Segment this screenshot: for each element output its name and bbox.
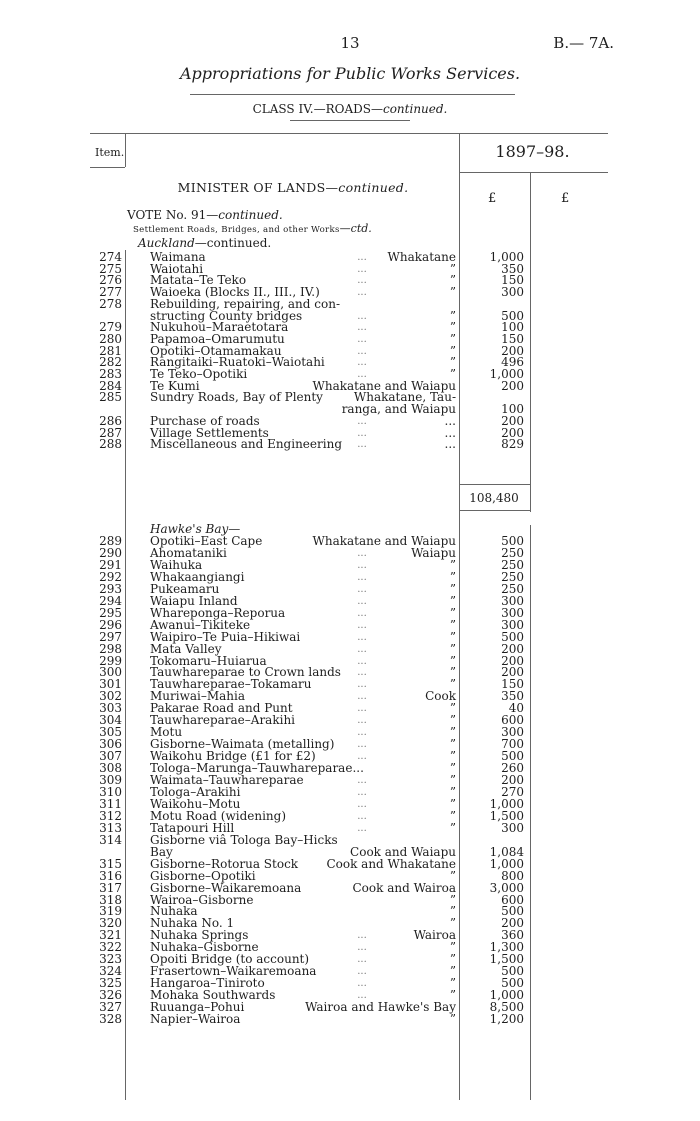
item-amount: 600 <box>501 713 524 728</box>
item-district: ranga, and Waiapu <box>341 402 456 417</box>
item-district: ” <box>449 581 456 596</box>
auckland-heading <box>138 236 271 250</box>
item-name: Waioeka (Blocks II., III., IV.) <box>150 285 320 300</box>
item-number: 295 <box>99 605 122 620</box>
item-name: Pukeamaru <box>150 581 220 596</box>
item-number: 279 <box>99 320 122 335</box>
item-district: ... <box>444 437 456 452</box>
item-number: 284 <box>99 378 122 393</box>
item-district: ” <box>449 308 456 323</box>
item-name: Nuhaka No. 1 <box>150 916 235 931</box>
item-number: 315 <box>99 856 122 871</box>
item-district: ” <box>449 988 456 1003</box>
item-amount: 500 <box>501 308 524 323</box>
item-name: Napier–Wairoa <box>150 1012 241 1026</box>
item-name: Bay <box>150 844 173 859</box>
item-number: 300 <box>99 665 122 680</box>
item-amount: 1,500 <box>489 808 524 823</box>
item-col-rule-top <box>125 133 126 167</box>
item-amount: 200 <box>501 773 524 787</box>
item-name: Matata–Te Teko <box>150 273 247 288</box>
leader-dots: ... <box>357 978 367 990</box>
item-number: 312 <box>99 808 122 823</box>
item-amount: 200 <box>501 916 524 931</box>
item-name: Papamoa–Omarumutu <box>150 331 285 346</box>
leader-dots: ... <box>357 930 367 942</box>
item-name: Waimata–Tauwhareparae <box>150 773 304 787</box>
item-district: Whakatane, Tau- <box>353 390 456 405</box>
leader-dots: ... <box>357 786 367 798</box>
item-name: Waihuka <box>150 557 203 572</box>
item-number: 310 <box>99 784 122 799</box>
item-amount: 150 <box>501 273 524 288</box>
item-district: ” <box>449 617 456 632</box>
year-header-rule <box>459 172 608 173</box>
item-name: Muriwai–Mahia <box>150 689 246 704</box>
item-name: Gisborne viâ Tologa Bay–Hicks <box>150 832 338 847</box>
leader-dots: ... <box>357 655 367 667</box>
item-name: structing County bridges <box>150 308 303 323</box>
item-district: ” <box>449 1012 456 1026</box>
item-name: Rangitaiki–Ruatoki–Waiotahi <box>150 355 325 370</box>
item-number: 319 <box>99 904 122 919</box>
item-number: 291 <box>99 557 122 572</box>
leader-dots: ... <box>357 559 367 571</box>
class-rule <box>290 120 410 121</box>
item-district: ” <box>449 749 456 764</box>
item-name: Ruuanga–Pohui <box>150 1000 245 1015</box>
settlement-heading <box>133 222 372 235</box>
item-number: 298 <box>99 641 122 656</box>
page-reference: B.— 7A. <box>553 34 614 52</box>
auckland-subtotal: 108,480 <box>469 491 519 505</box>
item-header-rule <box>90 167 125 168</box>
item-amount: 8,500 <box>489 1000 524 1015</box>
leader-dots: ... <box>357 415 367 427</box>
item-amount: 1,000 <box>489 250 524 264</box>
leader-dots: ... <box>357 954 367 966</box>
item-amount: 1,000 <box>489 988 524 1003</box>
item-district: Wairoa <box>413 928 456 943</box>
item-amount: 496 <box>501 355 524 370</box>
item-amount: 500 <box>501 904 524 919</box>
item-amount: 260 <box>501 761 524 776</box>
item-name: Opotiki–Otamamakau <box>150 343 282 358</box>
item-amount: 100 <box>501 402 524 417</box>
vote-heading <box>127 208 283 222</box>
item-amount: 500 <box>501 629 524 644</box>
item-name: Te Teko–Opotiki <box>150 367 248 381</box>
item-district: ” <box>449 331 456 346</box>
leader-dots: ... <box>357 322 367 334</box>
pound-sign-1: £ <box>488 191 497 206</box>
item-number: 299 <box>99 653 122 668</box>
item-number: 305 <box>99 725 122 740</box>
item-amount: 500 <box>501 534 524 548</box>
item-number: 275 <box>99 261 122 276</box>
item-amount: 100 <box>501 320 524 335</box>
item-number: 314 <box>99 832 122 847</box>
leader-dots: ... <box>357 667 367 679</box>
item-district: ” <box>449 713 456 728</box>
item-name: Tokomaru–Huiarua <box>150 653 267 668</box>
item-name: Mata Valley <box>150 641 222 656</box>
item-district: ” <box>449 285 456 300</box>
item-name: Nuhaka–Gisborne <box>150 940 259 955</box>
leader-dots: ... <box>357 263 367 275</box>
item-amount: 200 <box>501 343 524 358</box>
leader-dots: ... <box>357 333 367 345</box>
item-number: 288 <box>99 437 122 452</box>
table-top-rule <box>90 133 608 134</box>
item-number: 303 <box>99 701 122 716</box>
item-district: ” <box>449 273 456 288</box>
minister-text: MINISTER OF LANDS— <box>177 180 339 195</box>
item-name: Tologa–Marunga–Tauwhareparae... <box>150 761 364 776</box>
item-name: Frasertown–Waikaremoana <box>150 964 317 979</box>
item-number: 277 <box>99 285 122 300</box>
item-number: 285 <box>99 390 122 405</box>
item-name: Miscellaneous and Engineering <box>150 437 342 452</box>
item-amount: 700 <box>501 737 524 752</box>
item-amount: 350 <box>501 689 524 704</box>
item-district: ” <box>449 593 456 608</box>
item-amount: 500 <box>501 749 524 764</box>
item-name: Tauwhareparae–Arakihi <box>150 713 296 728</box>
item-name: Awanui–Tikiteke <box>150 617 251 632</box>
item-district: Cook <box>425 689 456 704</box>
item-number: 322 <box>99 940 122 955</box>
item-name: Whareponga–Reporua <box>150 605 286 620</box>
item-amount: 1,200 <box>489 1012 524 1026</box>
item-district: ” <box>449 261 456 276</box>
item-number: 282 <box>99 355 122 370</box>
item-number: 306 <box>99 737 122 752</box>
item-amount: 600 <box>501 892 524 907</box>
item-district: ” <box>449 569 456 584</box>
leader-dots: ... <box>357 369 367 380</box>
item-name: Nukuhou–Maraetotara <box>150 320 289 335</box>
item-name: Gisborne–Opotiki <box>150 868 256 883</box>
item-name: Opoiti Bridge (to account) <box>150 952 310 967</box>
item-name: Tologa–Arakihi <box>150 784 241 799</box>
leader-dots: ... <box>357 607 367 619</box>
item-district: Waiapu <box>411 545 456 560</box>
item-amount: 200 <box>501 653 524 668</box>
item-number: 278 <box>99 296 122 311</box>
leader-dots: ... <box>357 275 367 287</box>
item-number: 324 <box>99 964 122 979</box>
item-name: Tatapouri Hill <box>150 820 235 835</box>
item-amount: 250 <box>501 581 524 596</box>
item-district: ” <box>449 892 456 907</box>
page-title: Appropriations for Public Works Services. <box>179 64 521 83</box>
item-district: ” <box>449 808 456 823</box>
item-number: 304 <box>99 713 122 728</box>
title-rule <box>190 94 515 95</box>
item-district: ” <box>449 964 456 979</box>
item-number: 286 <box>99 413 122 428</box>
auckland-cont: —continued. <box>194 236 272 250</box>
item-amount: 1,000 <box>489 367 524 381</box>
item-district: ” <box>449 784 456 799</box>
class-heading-text: CLASS IV.—ROADS— <box>252 102 383 116</box>
vote-text: VOTE No. 91— <box>127 208 219 222</box>
item-district: ” <box>449 343 456 358</box>
item-name: Waiapu Inland <box>150 593 238 608</box>
vote-cont: continued. <box>218 208 283 222</box>
item-number: 290 <box>99 545 122 560</box>
leader-dots: ... <box>357 631 367 643</box>
item-name: Hangaroa–Tiniroto <box>150 976 265 991</box>
item-district: ” <box>449 761 456 776</box>
item-number: 280 <box>99 331 122 346</box>
leader-dots: ... <box>357 691 367 703</box>
item-amount: 250 <box>501 557 524 572</box>
item-district: ” <box>449 665 456 680</box>
leader-dots: ... <box>357 679 367 691</box>
leader-dots: ... <box>357 583 367 595</box>
item-district: Cook and Whakatane <box>326 856 456 871</box>
item-district: Cook and Wairoa <box>352 880 456 895</box>
pound-sign-2: £ <box>561 191 570 206</box>
item-number: 307 <box>99 749 122 764</box>
leader-dots: ... <box>357 966 367 978</box>
item-district: Whakatane and Waiapu <box>312 534 456 548</box>
item-district: ” <box>449 629 456 644</box>
leader-dots: ... <box>357 595 367 607</box>
item-number: 301 <box>99 677 122 692</box>
item-number: 296 <box>99 617 122 632</box>
page-number: 13 <box>340 34 360 52</box>
item-name: Ahomataniki <box>150 545 227 560</box>
item-district: Whakatane <box>387 250 456 264</box>
item-name: Tauwhareparae–Tokamaru <box>150 677 312 692</box>
item-name: Tauwhareparae to Crown lands <box>150 665 341 680</box>
item-name: Gisborne–Waimata (metalling) <box>150 737 335 752</box>
item-amount: 1,300 <box>489 940 524 955</box>
item-number: 294 <box>99 593 122 608</box>
item-district: ” <box>449 605 456 620</box>
item-amount: 300 <box>501 605 524 620</box>
item-column-header: Item. <box>95 146 125 159</box>
item-number: 302 <box>99 689 122 704</box>
leader-dots: ... <box>357 810 367 822</box>
item-amount: 40 <box>508 701 524 716</box>
item-name: Gisborne–Waikaremoana <box>150 880 302 895</box>
item-district: ” <box>449 701 456 716</box>
item-amount: 200 <box>501 413 524 428</box>
item-name: Waiotahi <box>150 261 204 276</box>
item-amount: 200 <box>501 425 524 440</box>
auckland-text: Auckland <box>138 236 195 250</box>
item-district: ” <box>449 557 456 572</box>
leader-dots: ... <box>357 345 367 357</box>
leader-dots: ... <box>357 751 367 763</box>
item-number: 320 <box>99 916 122 931</box>
item-amount: 500 <box>501 964 524 979</box>
item-district: ” <box>449 737 456 752</box>
item-name: Pakarae Road and Punt <box>150 701 293 716</box>
leader-dots: ... <box>357 715 367 727</box>
item-name: Motu Road (widening) <box>150 808 287 823</box>
leader-dots: ... <box>357 427 367 439</box>
class-heading <box>0 102 700 116</box>
item-number: 281 <box>99 343 122 358</box>
item-number: 321 <box>99 928 122 943</box>
item-name: Whakaangiangi <box>150 569 245 584</box>
item-district: ” <box>449 641 456 656</box>
item-amount: 1,000 <box>489 856 524 871</box>
item-number: 328 <box>99 1012 122 1026</box>
item-number: 325 <box>99 976 122 991</box>
item-number: 318 <box>99 892 122 907</box>
item-name: Motu <box>150 725 183 740</box>
item-district: ” <box>449 916 456 931</box>
item-number: 276 <box>99 273 122 288</box>
item-number: 289 <box>99 534 122 548</box>
item-amount: 200 <box>501 641 524 656</box>
item-district: ” <box>449 653 456 668</box>
item-name: Village Settlements <box>150 425 269 440</box>
item-number: 292 <box>99 569 122 584</box>
item-name: Waikohu–Motu <box>150 796 241 811</box>
item-name: Waimana <box>150 250 206 264</box>
item-number: 287 <box>99 425 122 440</box>
subtotal-top-rule <box>459 484 530 485</box>
minister-heading <box>130 180 456 195</box>
item-district: ” <box>449 677 456 692</box>
hawkes-bay-heading: Hawke's Bay— <box>150 522 241 536</box>
item-name: Opotiki–East Cape <box>150 534 263 548</box>
item-amount: 829 <box>501 437 524 452</box>
minister-cont: continued. <box>338 180 409 195</box>
leader-dots: ... <box>357 942 367 954</box>
item-district: ... <box>444 425 456 440</box>
item-number: 317 <box>99 880 122 895</box>
item-name: Te Kumi <box>150 378 200 393</box>
leader-dots: ... <box>357 739 367 751</box>
item-name: Nuhaka Springs <box>150 928 249 943</box>
table-row <box>0 1013 700 1026</box>
item-number: 323 <box>99 952 122 967</box>
item-number: 313 <box>99 820 122 835</box>
leader-dots: ... <box>357 252 367 263</box>
leader-dots: ... <box>357 571 367 583</box>
item-amount: 270 <box>501 784 524 799</box>
item-district: ” <box>449 367 456 381</box>
leader-dots: ... <box>357 547 367 559</box>
subtotal-bottom-rule <box>459 510 530 511</box>
settlement-cont: —ctd. <box>339 222 372 235</box>
item-amount: 800 <box>501 868 524 883</box>
item-district: ” <box>449 773 456 787</box>
leader-dots: ... <box>357 643 367 655</box>
item-district: ” <box>449 940 456 955</box>
leader-dots: ... <box>357 439 367 451</box>
item-amount: 250 <box>501 569 524 584</box>
item-name: Gisborne–Rotorua Stock <box>150 856 299 871</box>
item-district: ” <box>449 952 456 967</box>
item-amount: 1,084 <box>489 844 524 859</box>
item-number: 309 <box>99 773 122 787</box>
leader-dots: ... <box>357 287 367 299</box>
table-row <box>0 438 700 451</box>
item-name: Waikohu Bridge (£1 for £2) <box>150 749 316 764</box>
item-number: 293 <box>99 581 122 596</box>
item-name: Mohaka Southwards <box>150 988 276 1003</box>
item-number: 316 <box>99 868 122 883</box>
item-amount: 200 <box>501 665 524 680</box>
item-number: 274 <box>99 250 122 264</box>
year-column-header: 1897–98. <box>495 142 570 161</box>
leader-dots: ... <box>357 775 367 786</box>
class-heading-cont: continued. <box>382 102 448 116</box>
item-amount: 500 <box>501 976 524 991</box>
item-district: ... <box>444 413 456 428</box>
item-name: Rebuilding, repairing, and con- <box>150 296 341 311</box>
item-district: ” <box>449 868 456 883</box>
item-number: 327 <box>99 1000 122 1015</box>
item-name: Wairoa–Gisborne <box>150 892 254 907</box>
item-amount: 300 <box>501 593 524 608</box>
item-name: Purchase of roads <box>150 413 260 428</box>
item-amount: 1,500 <box>489 952 524 967</box>
item-district: ” <box>449 320 456 335</box>
item-name: Waipiro–Te Puia–Hikiwai <box>150 629 301 644</box>
leader-dots: ... <box>357 703 367 715</box>
item-amount: 350 <box>501 261 524 276</box>
item-amount: 200 <box>501 378 524 393</box>
item-amount: 300 <box>501 617 524 632</box>
leader-dots: ... <box>357 357 367 369</box>
item-amount: 360 <box>501 928 524 943</box>
item-district: Cook and Waiapu <box>350 844 456 859</box>
leader-dots: ... <box>357 619 367 631</box>
item-amount: 150 <box>501 677 524 692</box>
item-amount: 300 <box>501 820 524 835</box>
item-amount: 3,000 <box>489 880 524 895</box>
leader-dots: ... <box>357 798 367 810</box>
leader-dots: ... <box>357 990 367 1002</box>
item-number: 297 <box>99 629 122 644</box>
item-amount: 300 <box>501 285 524 300</box>
leader-dots: ... <box>357 822 367 834</box>
item-amount: 1,000 <box>489 796 524 811</box>
item-district: ” <box>449 976 456 991</box>
leader-dots: ... <box>357 727 367 739</box>
leader-dots: ... <box>357 310 367 322</box>
item-district: ” <box>449 355 456 370</box>
item-name: Nuhaka <box>150 904 198 919</box>
item-district: ” <box>449 904 456 919</box>
item-district: Wairoa and Hawke's Bay <box>305 1000 456 1015</box>
item-amount: 300 <box>501 725 524 740</box>
item-amount: 250 <box>501 545 524 560</box>
item-district: Whakatane and Waiapu <box>312 378 456 393</box>
item-number: 311 <box>99 796 122 811</box>
item-number: 308 <box>99 761 122 776</box>
item-number: 326 <box>99 988 122 1003</box>
item-amount: 150 <box>501 331 524 346</box>
item-district: ” <box>449 796 456 811</box>
item-name: Sundry Roads, Bay of Plenty <box>150 390 323 405</box>
item-district: ” <box>449 725 456 740</box>
settlement-text: Settlement Roads, Bridges, and other Works <box>133 225 340 235</box>
item-number: 283 <box>99 367 122 381</box>
item-district: ” <box>449 820 456 835</box>
